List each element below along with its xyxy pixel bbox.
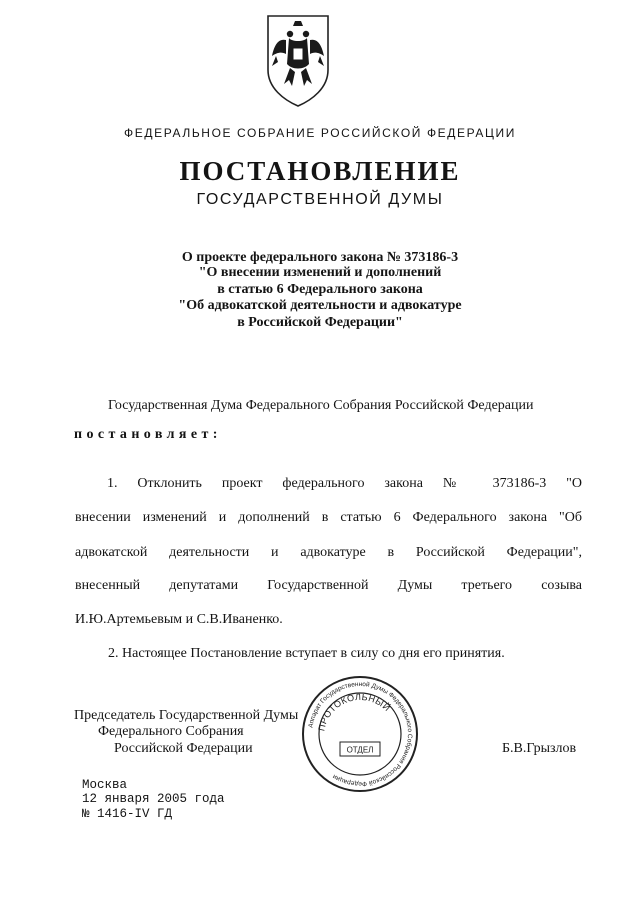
document-number: № 1416-IV ГД <box>82 807 173 821</box>
point-1-line: внесении изменений и дополнений в статью 6 Федерального закона "Об <box>75 510 582 525</box>
stamp-inner-text: ПРОТОКОЛЬНЫЙ <box>316 691 393 732</box>
point-1-line: 1. Отклонить проект федерального закона № 373186-3 "О <box>107 476 582 491</box>
preamble: Государственная Дума Федерального Собрания Российской Федерации <box>108 398 534 413</box>
stamp-center-text: ОТДЕЛ <box>346 745 374 755</box>
coat-of-arms-icon <box>262 12 334 108</box>
date: 12 января 2005 года <box>82 792 225 806</box>
point-1-line: И.Ю.Артемьевым и С.В.Иваненко. <box>75 612 283 627</box>
signatory-name: Б.В.Грызлов <box>502 741 577 756</box>
document-type-subtitle: ГОСУДАРСТВЕННОЙ ДУМЫ <box>196 191 444 208</box>
point-1-line: адвокатской деятельности и адвокатуре в Российской Федерации", <box>75 545 582 560</box>
subject-line: в Российской Федерации" <box>237 315 403 330</box>
subject-line: "О внесении изменений и дополнений <box>198 265 442 280</box>
round-seal-stamp-icon <box>300 674 420 794</box>
document-type: ПОСТАНОВЛЕНИЕ <box>179 156 461 186</box>
subject-line: "Об адвокатской деятельности и адвокатуре <box>178 298 462 313</box>
resolves-label: постановляет: <box>74 427 222 442</box>
signatory-title-line: Председатель Государственной Думы <box>74 708 299 723</box>
signatory-title-line: Федерального Собрания <box>98 724 244 739</box>
point-1-line: внесенный депутатами Государственной Думы третьего созыва <box>75 578 582 593</box>
stamp-outer-text: Аппарат Государственной Думы Федерального Собрания Российской Федерации <box>307 680 414 788</box>
subject-line: О проекте федерального закона № 373186-3 <box>181 250 459 265</box>
organization-title: ФЕДЕРАЛЬНОЕ СОБРАНИЕ РОССИЙСКОЙ ФЕДЕРАЦИИ <box>124 126 516 140</box>
signatory-title-line: Российской Федерации <box>114 741 253 756</box>
subject-line: в статью 6 Федерального закона <box>217 282 423 297</box>
place: Москва <box>82 778 128 792</box>
point-2: 2. Настоящее Постановление вступает в силу со дня его принятия. <box>108 646 505 661</box>
